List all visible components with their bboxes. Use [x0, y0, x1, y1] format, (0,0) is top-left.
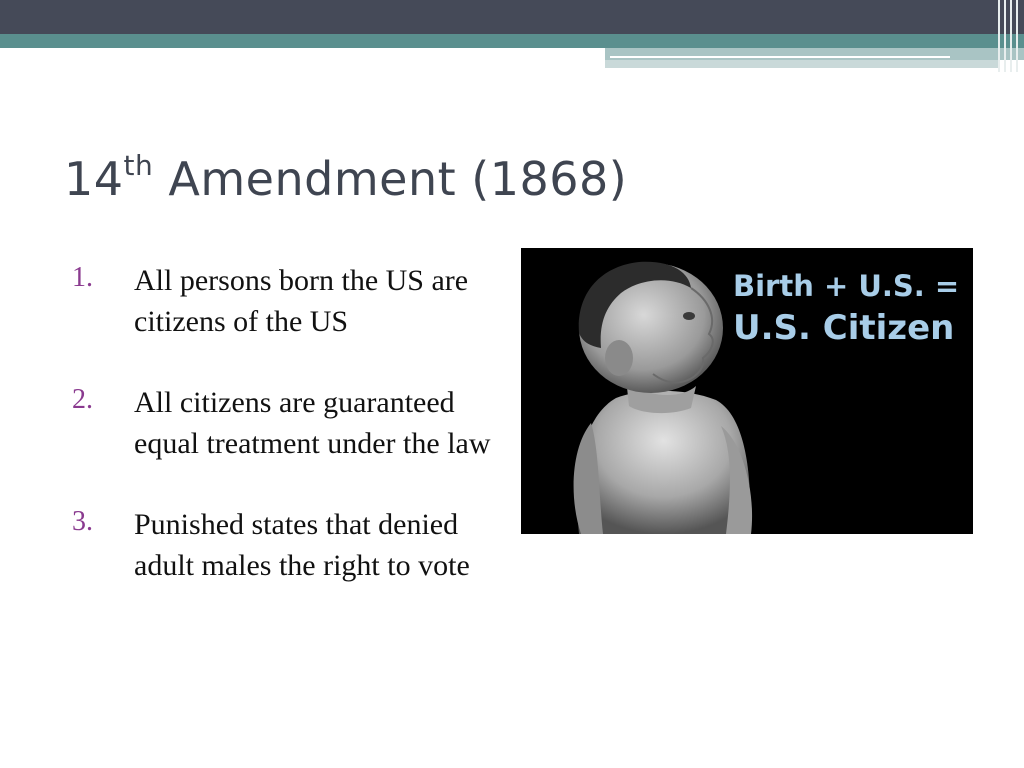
amendment-points-list [72, 260, 512, 626]
list-item-number: 2. [72, 384, 93, 415]
image-caption [733, 266, 959, 350]
list-item-text: All persons born the US are citizens of the US [134, 264, 469, 338]
list-item-text: Punished states that denied adult males the right to vote [134, 508, 470, 582]
banner-pale-band-lower [605, 60, 1000, 68]
banner-pale-band [605, 48, 1024, 60]
banner-dark-band [0, 0, 1024, 34]
banner-teal-band [0, 34, 1024, 48]
title-text: Amendment (1868) [153, 152, 628, 206]
list-item-number: 1. [72, 262, 93, 293]
caption-line-1: Birth + U.S. = [733, 269, 960, 303]
title-superscript: th [123, 149, 154, 182]
title-number: 14 [64, 152, 124, 206]
banner-stripes [996, 0, 1024, 72]
caption-line-2: U.S. Citizen [733, 308, 955, 348]
slide-title [64, 149, 628, 207]
banner-white-line [610, 56, 950, 58]
list-item [72, 504, 512, 586]
list-item-text: All citizens are guaranteed equal treatment under the law [134, 386, 491, 460]
list-item [72, 260, 512, 342]
list-item [72, 382, 512, 464]
citizen-baby-image [521, 248, 973, 534]
list-item-number: 3. [72, 506, 93, 537]
top-banner [0, 0, 1024, 72]
